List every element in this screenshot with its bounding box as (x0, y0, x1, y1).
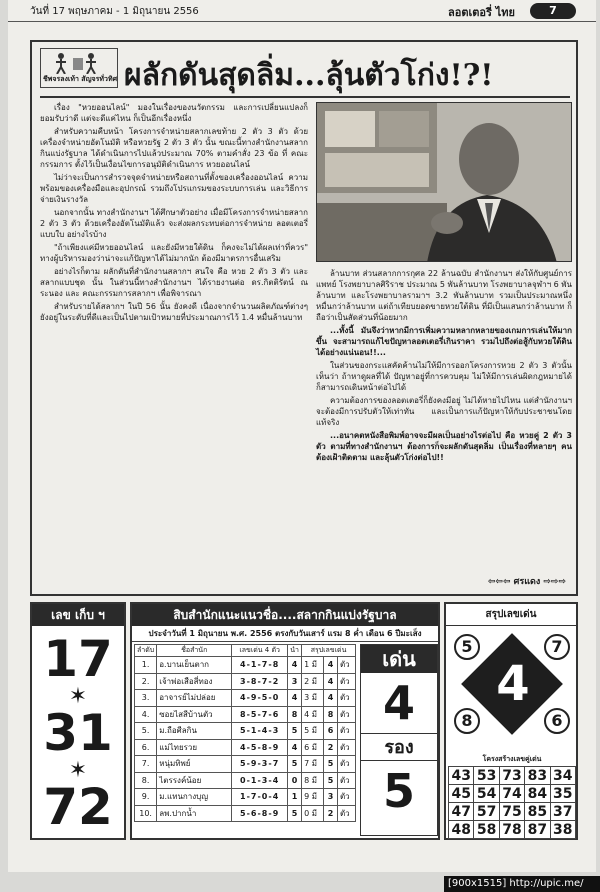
summary-box (444, 602, 578, 840)
second-label: รอง (361, 733, 437, 761)
row-index: 1. (135, 657, 157, 674)
lead-number: 4 (361, 673, 437, 733)
row-summary-label: 8 มี (302, 772, 324, 789)
article-paragraph: นอกจากนั้น ทางสำนักงานฯ ได้ศึกษาตัวอย่าง เมื่อมีโครงการจำหน่ายสลาก 2 ตัว 3 ตัว ด้วยเครื่องอัตโนมัติแล้ว จะส่งผลกระทบต่อการจำหน่าย ลอตเตอรี่แบบใบ อย่างไรบ้าง (40, 208, 308, 239)
row-source: เจ้าพ่อเสือสี่ทอง (157, 673, 232, 690)
row-summary-num: 2 (323, 739, 337, 756)
grid-row (449, 821, 576, 839)
row-digits: 1-7-0-4 (232, 789, 288, 806)
main-number: 4 (496, 656, 530, 712)
article-paragraph: ในส่วนของกระแสคัดค้านไม่ให้มีการออกโครงการหวย 2 ตัว 3 ตัวนั้น เห็นว่า ถ้าหาดูผลที่ได้ ปัญหาอยู่ที่การควบคุม ไม่ให้มีการเล่นผิดกฎหมายได้ ก็สามารถเดินหน้าต่อไปได้ (316, 361, 572, 392)
row-summary-num: 2 (323, 805, 337, 822)
grid-row (449, 785, 576, 803)
issue-date: วันที่ 17 พฤษภาคม - 1 มิถุนายน 2556 (30, 6, 199, 17)
row-summary-num: 8 (323, 706, 337, 723)
table-row (135, 706, 356, 723)
row-digits: 4-9-5-0 (232, 690, 288, 707)
row-summary-label: 6 มี (302, 739, 324, 756)
grid-cell: 45 (449, 785, 474, 803)
history-number: 72 (43, 778, 113, 836)
row-index: 4. (135, 706, 157, 723)
page-header (8, 0, 596, 22)
row-summary-label: 7 มี (302, 756, 324, 773)
grid-cell: 87 (525, 821, 550, 839)
row-summary-label: 9 มี (302, 789, 324, 806)
article-photo (316, 102, 572, 262)
table-row (135, 739, 356, 756)
row-source: ไตรรงค์น้อย (157, 772, 232, 789)
row-lead: 5 (288, 756, 302, 773)
article-paragraph: เรื่อง "หวยออนไลน์" มองในเรื่องของนวัตกรรม และการเปลี่ยนแปลงก็ยอมรับว่าดี แต่จะดีแค่ไหน ก็เป็นอีกเรื่องหนึ่ง (40, 103, 308, 123)
row-lead: 8 (288, 706, 302, 723)
row-lead: 0 (288, 772, 302, 789)
row-summary-unit: ตัว (337, 690, 355, 707)
prediction-box (130, 602, 440, 840)
article-paragraph: ความต้องการของลอตเตอรี่ก็ยังคงมีอยู่ ไม่ได้หายไปไหน แต่สำนักงานฯ จะต้องมีการปรับตัวให้เท่าทัน และเป็นการแก้ปัญหาให้กับประชาชนโดยแท้จริง (316, 396, 572, 427)
row-summary-num: 4 (323, 673, 337, 690)
table-row (135, 723, 356, 740)
table-row (135, 673, 356, 690)
grid-row (449, 767, 576, 785)
main-article (30, 40, 578, 596)
row-source: อาจารย์ไม่ปล่อย (157, 690, 232, 707)
publication-name: ลอตเตอรี่ ไทย (448, 6, 515, 19)
table-row (135, 772, 356, 789)
grid-cell: 85 (525, 803, 550, 821)
row-summary-num: 5 (323, 756, 337, 773)
column-header: เลขเด่น 4 ตัว (232, 645, 288, 657)
row-index: 10. (135, 805, 157, 822)
grid-cell: 73 (499, 767, 524, 785)
grid-cell: 47 (449, 803, 474, 821)
row-source: ม.ถือศีลกิน (157, 723, 232, 740)
article-column-right (316, 268, 572, 465)
row-summary-unit: ตัว (337, 706, 355, 723)
grid-cell: 57 (474, 803, 499, 821)
row-summary-unit: ตัว (337, 673, 355, 690)
page-number-badge: 7 (530, 3, 576, 19)
table-row (135, 756, 356, 773)
grid-cell: 58 (474, 821, 499, 839)
grid-cell: 35 (550, 785, 575, 803)
article-paragraph: อย่างไรก็ตาม ผลักดันที่สำนักงานสลากฯ สนใจ คือ หวย 2 ตัว 3 ตัว และ สลากแบบชุด นั้น ในส่วนนี้ทางสำนักงานฯ ได้รายงานต่อ ดร.กิตติรัตน์ ณ ระนอง และ คณะกรรมการสลากฯ เพื่อพิจารณา (40, 267, 308, 298)
lead-number-panel (360, 644, 438, 836)
row-digits: 0-1-3-4 (232, 772, 288, 789)
row-index: 6. (135, 739, 157, 756)
row-summary-num: 5 (323, 772, 337, 789)
article-paragraph: "ถ้าเพียงแค่มีหวยออนไลน์ และยังมีหวยใต้ดิน ก็คงจะไม่ได้ผลเท่าที่ควร" ทางผู้บริหารมองว่าน่าจะแก้ปัญหาได้ไม่มากนัก ต้องมีมาตรการอื่นเสริม (40, 243, 308, 263)
row-index: 7. (135, 756, 157, 773)
article-paragraph: ...ทั้งนี้ มันจึงว่าหากมีการเพิ่มความหลากหลายของเกมการเล่นให้มากขึ้น จะสามารถแก้ไขปัญหาลอตเตอรี่เกินราคา รวมไปถึงต่อสู้กับหวยใต้ดินได้อย่างแน่นอน!!... (316, 326, 572, 357)
grid-row (449, 803, 576, 821)
walking-people-icon (47, 52, 109, 74)
article-paragraph: ล้านบาท ส่วนสลากการกุศล 22 ล้านฉบับ สำนักงานฯ ส่งให้กับศูนย์การแพทย์ โรงพยาบาลศิริราช ประมาณ 5 พันล้านบาท โรงพยาบาลจุฬาฯ 6 พันล้านบาท และโรงพยาบาลรามาฯ 3.2 พันล้านบาท รวมเป็นประมาณหนึ่งหมื่นกว่าล้านบาท แต่ถ้าเทียบยอดขายหวยใต้ดิน ที่มีเป็นแสนกว่าล้านบาท ก็ถือว่าเป็นสัดส่วนที่น้อยมาก (316, 269, 573, 322)
row-lead: 4 (288, 690, 302, 707)
summary-title: สรุปเลขเด่น (446, 604, 576, 626)
grid-title: โครงสร้างเลขคู่เด่น (482, 755, 542, 763)
history-number: 31 (43, 704, 113, 762)
row-lead: 4 (288, 657, 302, 674)
circle-number: 7 (544, 634, 570, 660)
circle-number: 8 (454, 708, 480, 734)
row-lead: 5 (288, 723, 302, 740)
row-lead: 3 (288, 673, 302, 690)
second-number: 5 (361, 761, 437, 821)
row-summary-unit: ตัว (337, 805, 355, 822)
column-header: นำ (288, 645, 302, 657)
grid-cell: 38 (550, 821, 575, 839)
row-summary-unit: ตัว (337, 756, 355, 773)
grid-cell: 48 (449, 821, 474, 839)
star-icon: ✶ (68, 758, 88, 783)
row-lead: 5 (288, 805, 302, 822)
row-digits: 8-5-7-6 (232, 706, 288, 723)
grid-cell: 83 (525, 767, 550, 785)
row-summary-label: 2 มี (302, 673, 324, 690)
row-summary-label: 1 มี (302, 657, 324, 674)
history-box (30, 602, 126, 840)
row-summary-num: 4 (323, 657, 337, 674)
table-header-row (135, 645, 356, 657)
row-summary-label: 3 มี (302, 690, 324, 707)
column-header: ลำดับ (135, 645, 157, 657)
watermark: [900x1515] http://upic.me/ (444, 876, 600, 892)
row-source: หนุ่มทิพย์ (157, 756, 232, 773)
grid-cell: 54 (474, 785, 499, 803)
column-header: ชื่อสำนัก (157, 645, 232, 657)
row-summary-unit: ตัว (337, 723, 355, 740)
grid-cell: 34 (550, 767, 575, 785)
row-summary-num: 3 (323, 789, 337, 806)
history-title: เลข เก็บ ฯ (32, 604, 124, 626)
column-logo (40, 48, 118, 88)
prediction-title: สิบสำนักแนะแนวชื่อ....สลากกินแบ่งรัฐบาล (132, 604, 438, 626)
row-summary-label: 4 มี (302, 706, 324, 723)
row-digits: 5-6-8-9 (232, 805, 288, 822)
row-summary-num: 4 (323, 690, 337, 707)
article-paragraph: สำหรับความคืบหน้า โครงการจำหน่ายสลากเลขท้าย 2 ตัว 3 ตัว ด้วยเครื่องจำหน่ายอัตโนมัติ หรือหวยรัฐ 2 ตัว 3 ตัว นั้น ขณะนี้ทางสำนักงานสลากกินแบ่งรัฐบาล ได้ดำเนินการไปแล้วประมาณ 70% ตามคำสั่ง 23 ข้อ ที่ คณะกรรมการ ตั้งไว้เป็นเงื่อนไขการอนุมัติดำเนินการ หวยออนไลน์ (40, 127, 308, 169)
row-digits: 3-8-7-2 (232, 673, 288, 690)
circle-number: 6 (544, 708, 570, 734)
grid-cell: 74 (499, 785, 524, 803)
row-index: 3. (135, 690, 157, 707)
article-paragraph: ไม่ว่าจะเป็นการสำรวจจุดจำหน่ายหรือสถานที่ตั้งของเครื่องออนไลน์ ความพร้อมของเครื่องมือและอุปกรณ์ รวมถึงโปรแกรมของระบบการเล่น และวิธีการจ่ายเงินรางวัล (40, 173, 308, 204)
row-summary-unit: ตัว (337, 739, 355, 756)
article-paragraph: สำหรับรายได้สลากฯ ในปี 56 นั้น ยังคงดี เนื่องจากจำนวนผลิตภัณฑ์ต่างๆ ยังอยู่ในระดับที่ดีและเป็นไปตามเป้าหมายที่ประมาณการไว้ 1.4 หมื่นล้านบาท (40, 302, 308, 322)
table-row (135, 805, 356, 822)
row-summary-label: 5 มี (302, 723, 324, 740)
row-source: ลพ.ปากน้ำ (157, 805, 232, 822)
row-digits: 5-9-3-7 (232, 756, 288, 773)
author-byline: ⇦⇦⇦ ศรแดง ⇨⇨⇨ (487, 577, 566, 587)
row-source: อ.บานเย็นตาก (157, 657, 232, 674)
lead-label: เด่น (361, 645, 437, 673)
row-summary-unit: ตัว (337, 657, 355, 674)
row-source: ม.แทนกางบุญ (157, 789, 232, 806)
prediction-subtitle: ประจำวันที่ 1 มิถุนายน พ.ศ. 2556 ตรงกับวันเสาร์ แรม 8 ค่ำ เดือน 6 ปีมะเส็ง (132, 626, 438, 642)
star-icon: ✶ (68, 684, 88, 709)
newspaper-page (8, 0, 596, 872)
article-paragraph: ...อนาคตหนังสือพิมพ์อาจจะมีผลเป็นอย่างไรต่อไป คือ หวยคู่ 2 ตัว 3 ตัว ตามที่ทางสำนักงานฯ ต้องการก็จะผลักดันสุดลิ่ม เป็นเรื่องที่หลายๆ คนต้องเฝ้าติดตาม และลุ้นตัวโก่งต่อไป!! (316, 431, 572, 462)
column-header: สรุปเลขเด่น (302, 645, 356, 657)
row-index: 8. (135, 772, 157, 789)
row-source: แม่ไทยรวย (157, 739, 232, 756)
row-lead: 4 (288, 739, 302, 756)
row-lead: 1 (288, 789, 302, 806)
row-digits: 4-5-8-9 (232, 739, 288, 756)
lottery-section (30, 602, 578, 862)
table-row (135, 690, 356, 707)
row-summary-label: 0 มี (302, 805, 324, 822)
grid-cell: 37 (550, 803, 575, 821)
pair-grid (448, 766, 576, 839)
row-source: ซอยไสสีบ้านตัว (157, 706, 232, 723)
prediction-table (134, 644, 356, 822)
grid-cell: 78 (499, 821, 524, 839)
row-index: 2. (135, 673, 157, 690)
article-column-left (40, 102, 308, 325)
grid-cell: 43 (449, 767, 474, 785)
row-index: 9. (135, 789, 157, 806)
article-headline: ผลักดันสุดลิ่ม...ลุ้นตัวโก่ง!?! (124, 58, 494, 93)
row-summary-unit: ตัว (337, 789, 355, 806)
row-summary-num: 6 (323, 723, 337, 740)
table-row (135, 789, 356, 806)
circle-number: 5 (454, 634, 480, 660)
headline-rule (40, 96, 570, 98)
row-index: 5. (135, 723, 157, 740)
grid-cell: 53 (474, 767, 499, 785)
grid-cell: 84 (525, 785, 550, 803)
row-digits: 5-1-4-3 (232, 723, 288, 740)
row-digits: 4-1-7-8 (232, 657, 288, 674)
logo-text: ชีพจรลงเท้า สัญจรทั่วทิศ (43, 75, 118, 83)
table-row (135, 657, 356, 674)
row-summary-unit: ตัว (337, 772, 355, 789)
history-number: 17 (43, 630, 113, 688)
grid-cell: 75 (499, 803, 524, 821)
